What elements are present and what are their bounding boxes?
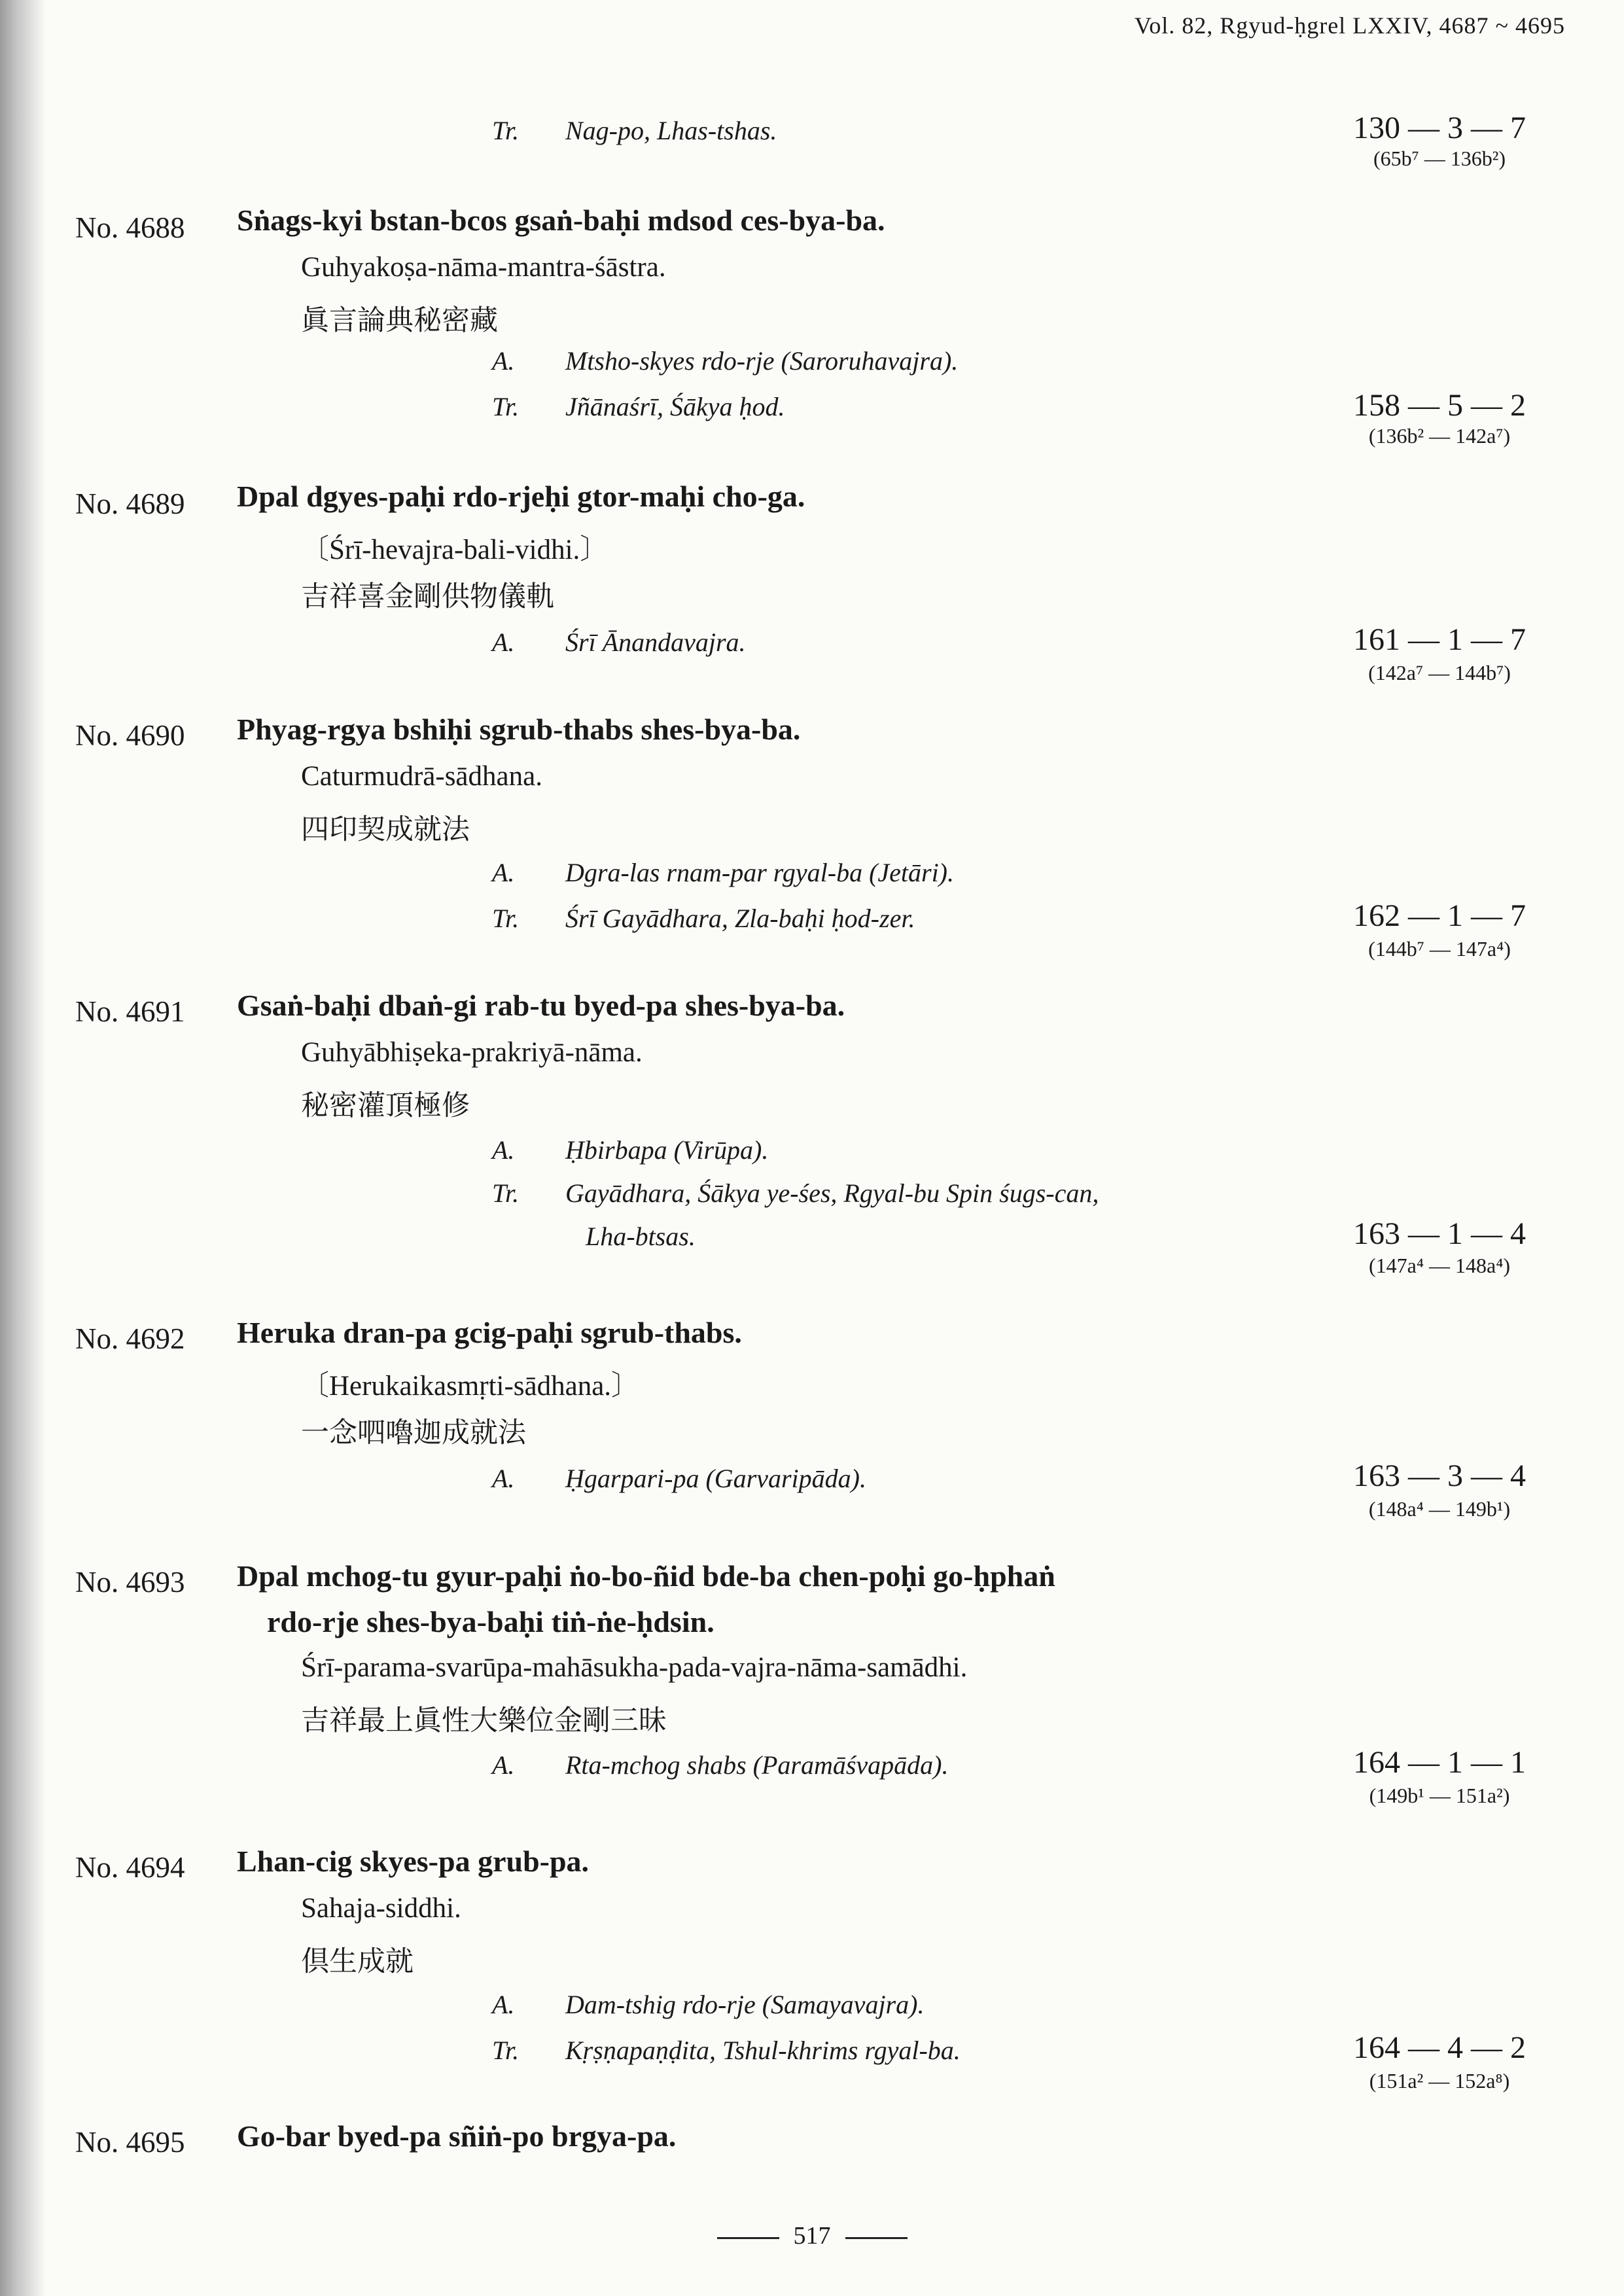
author-name: Mtsho-skyes rdo-rje (Saroruhavajra). <box>565 346 959 376</box>
chinese-title: 倶生成就 <box>301 1945 414 1978</box>
author-role: A. <box>492 627 515 657</box>
translator-name-continued: Lha-btsas. <box>586 1222 696 1251</box>
folio-range: (148a⁴ — 149b¹) <box>1368 1497 1511 1521</box>
page-number: 517 <box>793 2222 831 2250</box>
translator-role: Tr. <box>492 1178 520 1208</box>
book-spine-shadow <box>0 0 46 2296</box>
page-reference: 162 — 1 — 7 <box>1353 898 1526 933</box>
entry-number: No. 4692 <box>75 1322 185 1355</box>
author-name: Ḥbirbapa (Virūpa). <box>565 1135 769 1165</box>
author-role: A. <box>492 1750 515 1780</box>
chinese-title: 眞言論典秘密藏 <box>301 304 498 337</box>
tibetan-title: Heruka dran-pa gcig-paḥi sgrub-thabs. <box>237 1316 742 1349</box>
entry-number: No. 4694 <box>75 1851 185 1884</box>
entry-number: No. 4689 <box>75 487 185 520</box>
page-reference: 161 — 1 — 7 <box>1353 622 1526 657</box>
footer-rule-left <box>717 2237 779 2239</box>
tibetan-title: Lhan-cig skyes-pa grub-pa. <box>237 1845 590 1878</box>
entry-number: No. 4695 <box>75 2126 185 2159</box>
entry-number: No. 4693 <box>75 1566 185 1598</box>
author-name: Śrī Ānandavajra. <box>565 627 746 657</box>
author-name: Ḥgarpari-pa (Garvaripāda). <box>565 1464 866 1493</box>
page-reference: 164 — 4 — 2 <box>1353 2030 1526 2065</box>
author-role: A. <box>492 1135 515 1165</box>
footer-rule-right <box>845 2237 908 2239</box>
tibetan-title: Gsaṅ-baḥi dbaṅ-gi rab-tu byed-pa shes-bya-ba. <box>237 989 845 1022</box>
tibetan-title: Phyag-rgya bshiḥi sgrub-thabs shes-bya-ba. <box>237 713 801 746</box>
page-reference: 163 — 1 — 4 <box>1353 1216 1526 1251</box>
running-header: Vol. 82, Rgyud-ḥgrel LXXIV, 4687 ~ 4695 <box>1134 12 1565 39</box>
page-reference: 163 — 3 — 4 <box>1353 1458 1526 1493</box>
entry-number: No. 4691 <box>75 995 185 1028</box>
sanskrit-title: Sahaja-siddhi. <box>301 1893 461 1924</box>
translator-name: Jñānaśrī, Śākya ḥod. <box>565 392 785 421</box>
folio-range: (149b¹ — 151a²) <box>1369 1784 1510 1807</box>
author-name: Dgra-las rnam-par rgyal-ba (Jetāri). <box>565 858 955 887</box>
author-role: A. <box>492 346 515 376</box>
chinese-title: 吉祥最上眞性大樂位金剛三昧 <box>301 1704 667 1737</box>
sanskrit-title: Śrī-parama-svarūpa-mahāsukha-pada-vajra-nāma-samādhi. <box>301 1652 968 1683</box>
sanskrit-title: 〔Herukaikasmṛti-sādhana.〕 <box>301 1371 640 1402</box>
translator-role: Tr. <box>492 2036 520 2065</box>
tibetan-title-continued: rdo-rje shes-bya-baḥi tiṅ-ṅe-ḥdsin. <box>267 1605 715 1638</box>
chinese-title: 一念呬嚕迦成就法 <box>301 1417 526 1449</box>
translator-name: Nag-po, Lhas-tshas. <box>565 116 777 145</box>
folio-range: (136b² — 142a⁷) <box>1368 424 1511 448</box>
author-role: A. <box>492 858 515 887</box>
author-name: Dam-tshig rdo-rje (Samayavajra). <box>565 1990 925 2019</box>
sanskrit-title: Caturmudrā-sādhana. <box>301 761 542 792</box>
folio-range: (147a⁴ — 148a⁴) <box>1368 1254 1511 1277</box>
tibetan-title: Sṅags-kyi bstan-bcos gsaṅ-baḥi mdsod ces-bya-ba. <box>237 203 885 237</box>
page-reference: 158 — 5 — 2 <box>1353 388 1526 423</box>
page-reference: 130 — 3 — 7 <box>1353 111 1526 145</box>
tibetan-title: Dpal mchog-tu gyur-paḥi ṅo-bo-ñid bde-ba chen-poḥi go-ḥphaṅ <box>237 1559 1055 1593</box>
translator-name: Gayādhara, Śākya ye-śes, Rgyal-bu Spin śugs-can, <box>565 1178 1099 1208</box>
author-name: Rta-mchog shabs (Paramāśvapāda). <box>565 1750 949 1780</box>
page-footer <box>0 2221 1624 2250</box>
translator-role: Tr. <box>492 904 520 933</box>
sanskrit-title: Guhyakoṣa-nāma-mantra-śāstra. <box>301 252 666 283</box>
folio-range: (142a⁷ — 144b⁷) <box>1368 661 1511 684</box>
translator-name: Śrī Gayādhara, Zla-baḥi ḥod-zer. <box>565 904 915 933</box>
translator-role: Tr. <box>492 116 520 145</box>
entry-number: No. 4688 <box>75 211 185 244</box>
folio-range: (144b⁷ — 147a⁴) <box>1368 937 1511 961</box>
folio-range: (151a² — 152a⁸) <box>1369 2069 1510 2093</box>
translator-name: Kṛṣṇapaṇḍita, Tshul-khrims rgyal-ba. <box>565 2036 961 2065</box>
chinese-title: 秘密灌頂極修 <box>301 1089 470 1122</box>
entry-number: No. 4690 <box>75 719 185 752</box>
sanskrit-title: Guhyābhiṣeka-prakriyā-nāma. <box>301 1037 643 1068</box>
chinese-title: 吉祥喜金剛供物儀軌 <box>301 580 554 613</box>
author-role: A. <box>492 1464 515 1493</box>
author-role: A. <box>492 1990 515 2019</box>
folio-range: (65b⁷ — 136b²) <box>1373 147 1506 170</box>
translator-role: Tr. <box>492 392 520 421</box>
sanskrit-title: 〔Śrī-hevajra-bali-vidhi.〕 <box>301 535 609 565</box>
tibetan-title: Dpal dgyes-paḥi rdo-rjeḥi gtor-maḥi cho-ga. <box>237 480 805 513</box>
page-reference: 164 — 1 — 1 <box>1353 1745 1526 1780</box>
chinese-title: 四印契成就法 <box>301 813 470 846</box>
tibetan-title: Go-bar byed-pa sñiṅ-po brgya-pa. <box>237 2119 677 2153</box>
